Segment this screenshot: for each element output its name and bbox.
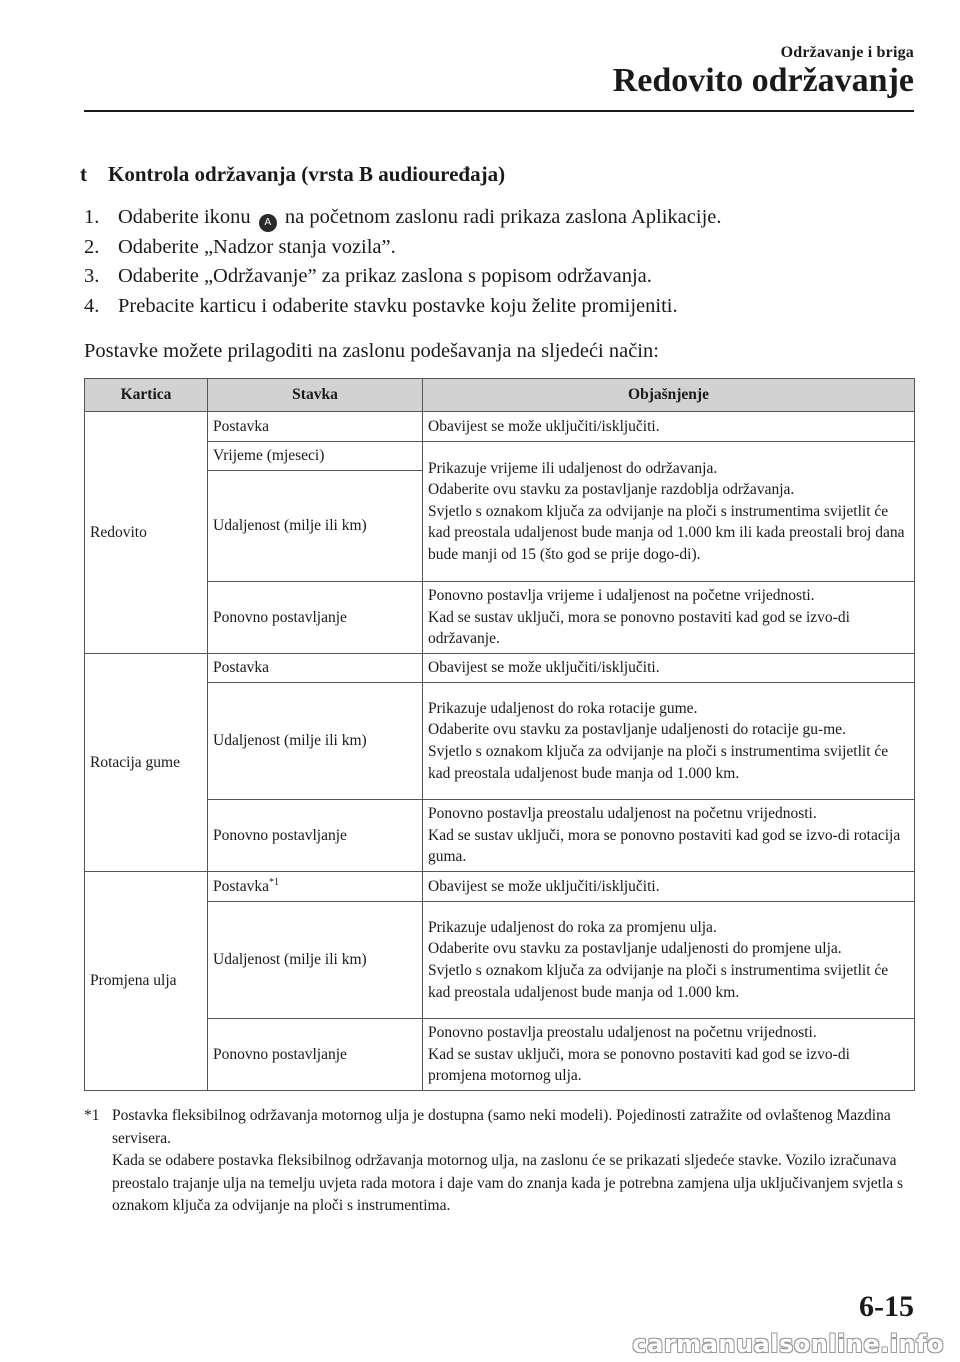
tab-cell: Promjena ulja [85, 872, 208, 1091]
tab-cell: Redovito [85, 412, 208, 654]
step-text: Prebacite karticu i odaberite stavku postavke koju želite promijeniti. [118, 294, 678, 317]
table-row [85, 902, 915, 1019]
app-home-icon: A [259, 214, 277, 232]
table-row [85, 1019, 915, 1091]
explanation-cell: Prikazuje udaljenost do roka rotacije gume. Odaberite ovu stavku za postavljanje udaljenosti do rotacije gu-me. Svjetlo s oznakom ključa za odvijanje na ploči s instrumentima svijetlit će kad preostala udaljenost bude manja od 1.000 km. [423, 683, 915, 800]
column-header-tab: Kartica [85, 379, 208, 412]
item-cell: Ponovno postavljanje [208, 1019, 423, 1091]
footnote-mark: *1 [84, 1107, 100, 1124]
table-header-row [85, 379, 915, 412]
item-cell: Udaljenost (milje ili km) [208, 902, 423, 1019]
step-number: 1. [84, 206, 100, 228]
table-row [85, 582, 915, 654]
table-row [85, 872, 915, 902]
table-row [85, 683, 915, 800]
footnote-text: Kada se odabere postavka fleksibilnog održavanja motornog ulja, na zaslonu će se prikazati sljedeće stavke. Vozilo izračunava preostalo trajanje ulja na temelju uvjeta rada motora i daje vam do znanja kada je potrebna zamjena ulja uključivanjem svjetla s oznakom ključa za odvijanje na ploči s instrumentima. [112, 1152, 904, 1214]
step-text: Odaberite „Održavanje” za prikaz zaslona s popisom održavanja. [118, 265, 652, 287]
tab-cell: Rotacija gume [85, 654, 208, 872]
item-cell: Udaljenost (milje ili km) [208, 683, 423, 800]
column-header-explanation: Objašnjenje [423, 379, 915, 412]
step-item [84, 233, 920, 263]
table-row [85, 654, 915, 683]
explanation-cell: Obavijest se može uključiti/isključiti. [423, 872, 915, 902]
footnote-text: Postavka fleksibilnog održavanja motornog ulja je dostupna (samo neki modeli). Pojedinosti zatražite od ovlaštenog Mazdina servisera. [112, 1107, 891, 1147]
explanation-cell: Ponovno postavlja vrijeme i udaljenost na početne vrijednosti. Kad se sustav uključi, mora se ponovno postaviti kad god se izvo-di održavanje. [423, 582, 915, 654]
step-item [84, 203, 920, 233]
step-item [84, 262, 920, 292]
page-number: 6-15 [859, 1290, 914, 1323]
explanation-cell: Obavijest se može uključiti/isključiti. [423, 412, 915, 442]
table-row [85, 800, 915, 872]
explanation-cell: Ponovno postavlja preostalu udaljenost na početnu vrijednosti. Kad se sustav uključi, mora se ponovno postaviti kad god se izvo-di promjena motornog ulja. [423, 1019, 915, 1091]
maintenance-settings-table [84, 378, 915, 1091]
step-item [84, 292, 920, 322]
item-cell: Vrijeme (mjeseci) [208, 442, 423, 471]
item-cell: Postavka [208, 654, 423, 683]
steps-list [84, 203, 920, 321]
step-number: 4. [84, 294, 100, 317]
column-header-item: Stavka [208, 379, 423, 412]
item-cell: Postavka$^{*1}$ [208, 872, 423, 902]
item-cell: Ponovno postavljanje [208, 582, 423, 654]
explanation-cell: Prikazuje udaljenost do roka za promjenu ulja. Odaberite ovu stavku za postavljanje udaljenosti do promjene ulja. Svjetlo s oznakom ključa za odvijanje na ploči s instrumentima svijetlit će kad preostala udaljenost bude manja od 1.000 km. [423, 902, 915, 1019]
section-heading-text: Kontrola održavanja (vrsta B audiouređaja) [108, 162, 506, 186]
table-row [85, 442, 915, 471]
item-cell: Ponovno postavljanje [208, 800, 423, 872]
step-number: 3. [84, 265, 100, 287]
step-text: Odaberite „Nadzor stanja vozila”. [118, 235, 396, 258]
table-row [85, 412, 915, 442]
header-section-label: Održavanje i briga [780, 44, 914, 61]
explanation-cell: Prikazuje vrijeme ili udaljenost do održavanja. Odaberite ovu stavku za postavljanje razdoblja održavanja. Svjetlo s oznakom ključa za odvijanje na ploči s instrumentima svijetlit će kad preostala udaljenost bude manja od 1.000 km ili kada preostali broj dana bude manji od 15 (što god se prije dogo-di). [423, 442, 915, 582]
footnote [84, 1105, 916, 1218]
bullet-marker: t [80, 162, 87, 186]
explanation-cell: Ponovno postavlja preostalu udaljenost na početnu vrijednosti. Kad se sustav uključi, mora se ponovno postaviti kad god se izvo-di rotacija guma. [423, 800, 915, 872]
step-number: 2. [84, 235, 100, 258]
item-cell: Postavka [208, 412, 423, 442]
header-divider [84, 110, 914, 112]
page-title: Redovito održavanje [612, 62, 914, 99]
watermark: carmanualsonline.info [632, 1330, 944, 1358]
section-heading [80, 162, 505, 187]
explanation-cell: Obavijest se može uključiti/isključiti. [423, 654, 915, 683]
intro-text: Postavke možete prilagoditi na zaslonu podešavanja na sljedeći način: [84, 340, 659, 362]
step-text: Odaberite ikonu A na početnom zaslonu radi prikaza zaslona Aplikacije. [118, 203, 722, 233]
item-cell: Udaljenost (milje ili km) [208, 471, 423, 582]
footnote-ref: *1 [268, 876, 279, 888]
